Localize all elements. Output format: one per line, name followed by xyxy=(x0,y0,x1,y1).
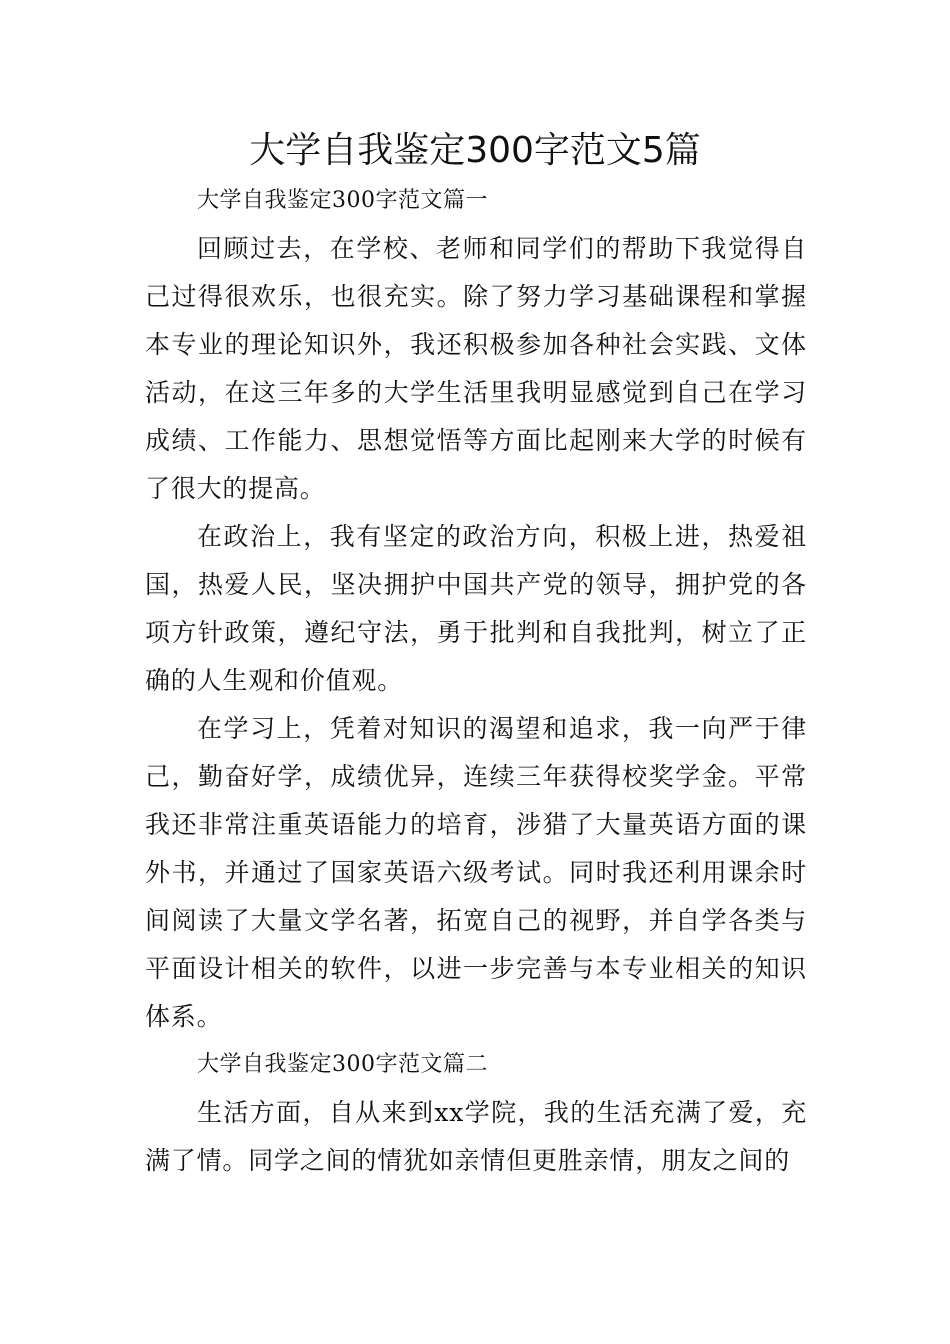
paragraph-study: 在学习上，凭着对知识的渴望和追求，我一向严于律己，勤奋好学，成绩优异，连续三年获得校奖学金。平常我还非常注重英语能力的培育，涉猎了大量英语方面的课外书，并通过了国家英语六级考试。同时我还利用课余时间阅读了大量文学名著，拓宽自己的视野，并自学各类与平面设计相关的软件，以进一步完善与本专业相关的知识体系。 xyxy=(145,714,807,1031)
section-heading-2: 大学自我鉴定300字范文篇二 xyxy=(197,1052,488,1077)
document-title: 大学自我鉴定300字范文5篇 xyxy=(249,130,701,171)
document-body xyxy=(145,177,807,1185)
paragraph-life: 生活方面，自从来到xx学院，我的生活充满了爱，充满了情。同学之间的情犹如亲情但更胜亲情，朋友之间的 xyxy=(145,1098,807,1175)
paragraph-politics: 在政治上，我有坚定的政治方向，积极上进，热爱祖国，热爱人民，坚决拥护中国共产党的领导，拥护党的各项方针政策，遵纪守法，勇于批判和自我批判，树立了正确的人生观和价值观。 xyxy=(145,522,807,695)
paragraph-review: 回顾过去，在学校、老师和同学们的帮助下我觉得自己过得很欢乐，也很充实。除了努力学习基础课程和掌握本专业的理论知识外，我还积极参加各种社会实践、文体活动，在这三年多的大学生活里我明显感觉到自己在学习成绩、工作能力、思想觉悟等方面比起刚来大学的时候有了很大的提高。 xyxy=(145,234,807,503)
section-heading-1: 大学自我鉴定300字范文篇一 xyxy=(197,188,488,213)
